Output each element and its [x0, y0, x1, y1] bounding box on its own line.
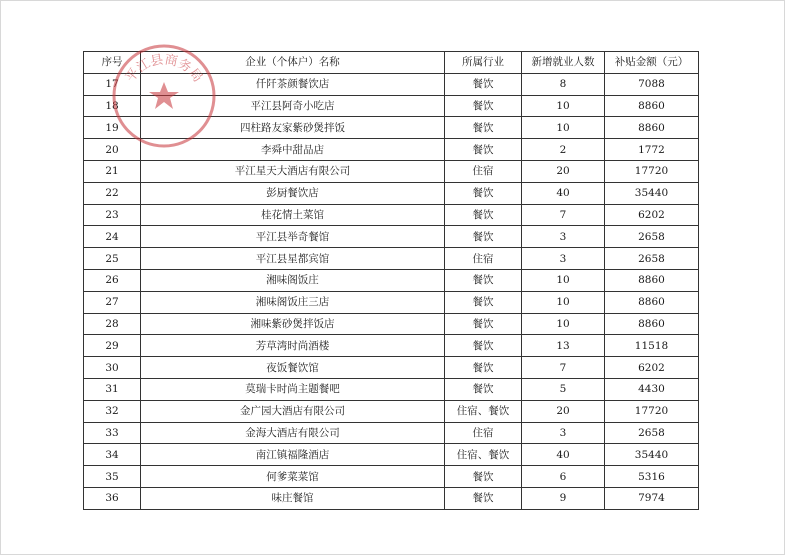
cell-industry: 餐饮	[445, 182, 522, 204]
table-row	[84, 422, 699, 444]
cell-subsidy: 6202	[605, 204, 699, 226]
table-row	[84, 466, 699, 488]
cell-no: 31	[84, 378, 141, 400]
cell-no: 23	[84, 204, 141, 226]
cell-no: 35	[84, 466, 141, 488]
cell-name: 芳草湾时尚酒楼	[141, 335, 445, 357]
cell-subsidy: 8860	[605, 117, 699, 139]
cell-new-jobs: 9	[522, 487, 605, 509]
cell-industry: 餐饮	[445, 117, 522, 139]
cell-no: 18	[84, 95, 141, 117]
cell-industry: 餐饮	[445, 357, 522, 379]
cell-new-jobs: 10	[522, 95, 605, 117]
cell-name: 平江县举奇餐馆	[141, 226, 445, 248]
table-row	[84, 117, 699, 139]
cell-industry: 餐饮	[445, 335, 522, 357]
header-no: 序号	[84, 52, 141, 74]
cell-subsidy: 8860	[605, 291, 699, 313]
cell-no: 28	[84, 313, 141, 335]
cell-no: 32	[84, 400, 141, 422]
cell-name: 仟阡茶颜餐饮店	[141, 73, 445, 95]
cell-subsidy: 2658	[605, 422, 699, 444]
cell-industry: 住宿、餐饮	[445, 400, 522, 422]
cell-subsidy: 11518	[605, 335, 699, 357]
cell-subsidy: 2658	[605, 248, 699, 270]
cell-subsidy: 8860	[605, 269, 699, 291]
cell-name: 平江县阿奇小吃店	[141, 95, 445, 117]
header-industry: 所属行业	[445, 52, 522, 74]
cell-subsidy: 17720	[605, 400, 699, 422]
table-row	[84, 444, 699, 466]
cell-subsidy: 2658	[605, 226, 699, 248]
cell-no: 29	[84, 335, 141, 357]
cell-no: 24	[84, 226, 141, 248]
cell-no: 25	[84, 248, 141, 270]
cell-subsidy: 1772	[605, 139, 699, 161]
cell-new-jobs: 40	[522, 444, 605, 466]
cell-industry: 餐饮	[445, 269, 522, 291]
table-row	[84, 73, 699, 95]
cell-name: 湘味阁饭庄	[141, 269, 445, 291]
cell-new-jobs: 7	[522, 204, 605, 226]
cell-industry: 餐饮	[445, 378, 522, 400]
cell-new-jobs: 6	[522, 466, 605, 488]
cell-name: 味庄餐馆	[141, 487, 445, 509]
subsidy-table	[83, 51, 699, 510]
cell-no: 27	[84, 291, 141, 313]
table-row	[84, 487, 699, 509]
cell-no: 34	[84, 444, 141, 466]
cell-subsidy: 7974	[605, 487, 699, 509]
cell-new-jobs: 3	[522, 422, 605, 444]
cell-name: 桂花情土菜馆	[141, 204, 445, 226]
cell-no: 17	[84, 73, 141, 95]
table-row	[84, 378, 699, 400]
table-row	[84, 269, 699, 291]
cell-no: 19	[84, 117, 141, 139]
cell-subsidy: 35440	[605, 444, 699, 466]
cell-name: 莫瑞卡时尚主题餐吧	[141, 378, 445, 400]
table-row	[84, 400, 699, 422]
header-new-jobs: 新增就业人数	[522, 52, 605, 74]
cell-no: 30	[84, 357, 141, 379]
cell-name: 湘味紫砂煲拌饭店	[141, 313, 445, 335]
cell-industry: 餐饮	[445, 466, 522, 488]
cell-new-jobs: 3	[522, 248, 605, 270]
cell-no: 21	[84, 160, 141, 182]
cell-new-jobs: 10	[522, 269, 605, 291]
table-row	[84, 182, 699, 204]
cell-industry: 餐饮	[445, 95, 522, 117]
cell-new-jobs: 2	[522, 139, 605, 161]
cell-subsidy: 5316	[605, 466, 699, 488]
cell-subsidy: 4430	[605, 378, 699, 400]
cell-subsidy: 6202	[605, 357, 699, 379]
cell-no: 20	[84, 139, 141, 161]
cell-no: 26	[84, 269, 141, 291]
cell-new-jobs: 10	[522, 117, 605, 139]
cell-subsidy: 8860	[605, 95, 699, 117]
table-row	[84, 204, 699, 226]
cell-new-jobs: 7	[522, 357, 605, 379]
cell-new-jobs: 8	[522, 73, 605, 95]
cell-industry: 餐饮	[445, 73, 522, 95]
cell-industry: 餐饮	[445, 139, 522, 161]
cell-new-jobs: 10	[522, 313, 605, 335]
cell-industry: 餐饮	[445, 226, 522, 248]
cell-new-jobs: 3	[522, 226, 605, 248]
cell-industry: 住宿	[445, 422, 522, 444]
cell-industry: 餐饮	[445, 313, 522, 335]
cell-name: 平江星天大酒店有限公司	[141, 160, 445, 182]
cell-industry: 住宿	[445, 160, 522, 182]
cell-name: 李舜中甜品店	[141, 139, 445, 161]
cell-subsidy: 17720	[605, 160, 699, 182]
table-body	[84, 73, 699, 509]
table-row	[84, 357, 699, 379]
cell-no: 22	[84, 182, 141, 204]
table-row	[84, 95, 699, 117]
cell-name: 四柱路友家紫砂煲拌饭	[141, 117, 445, 139]
seal-text: 平江县商务局	[123, 52, 205, 86]
header-name: 企业（个体户）名称	[141, 52, 445, 74]
cell-industry: 住宿	[445, 248, 522, 270]
table-row	[84, 226, 699, 248]
cell-new-jobs: 40	[522, 182, 605, 204]
table-row	[84, 313, 699, 335]
cell-industry: 餐饮	[445, 204, 522, 226]
cell-new-jobs: 10	[522, 291, 605, 313]
table-row	[84, 248, 699, 270]
table-row	[84, 139, 699, 161]
cell-new-jobs: 5	[522, 378, 605, 400]
cell-subsidy: 8860	[605, 313, 699, 335]
table-row	[84, 291, 699, 313]
cell-name: 平江县星都宾馆	[141, 248, 445, 270]
cell-subsidy: 7088	[605, 73, 699, 95]
table-row	[84, 160, 699, 182]
cell-new-jobs: 20	[522, 400, 605, 422]
cell-name: 南江镇福隆酒店	[141, 444, 445, 466]
cell-name: 何爹菜菜馆	[141, 466, 445, 488]
cell-name: 金广园大酒店有限公司	[141, 400, 445, 422]
table-row	[84, 335, 699, 357]
cell-industry: 餐饮	[445, 291, 522, 313]
cell-name: 金海大酒店有限公司	[141, 422, 445, 444]
cell-industry: 住宿、餐饮	[445, 444, 522, 466]
cell-new-jobs: 20	[522, 160, 605, 182]
header-row	[84, 52, 699, 74]
cell-new-jobs: 13	[522, 335, 605, 357]
header-subsidy: 补贴金额（元）	[605, 52, 699, 74]
cell-subsidy: 35440	[605, 182, 699, 204]
cell-no: 33	[84, 422, 141, 444]
cell-industry: 餐饮	[445, 487, 522, 509]
cell-name: 彭厨餐饮店	[141, 182, 445, 204]
cell-no: 36	[84, 487, 141, 509]
cell-name: 夜饭餐饮馆	[141, 357, 445, 379]
cell-name: 湘味阁饭庄三店	[141, 291, 445, 313]
